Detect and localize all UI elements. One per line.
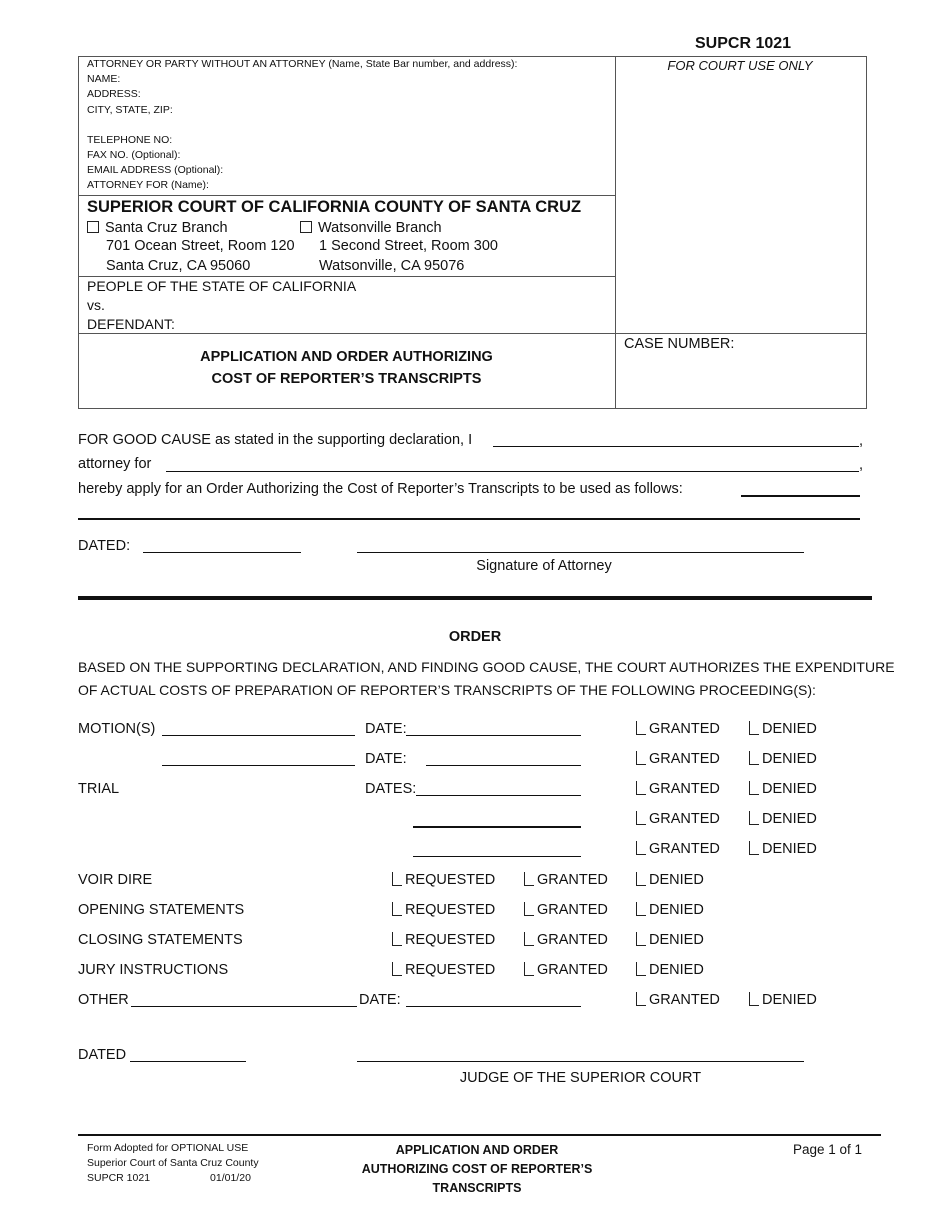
checkbox-icon[interactable]	[749, 841, 759, 855]
checkbox-icon[interactable]	[636, 781, 646, 795]
checkbox-icon[interactable]	[749, 721, 759, 735]
checkbox-icon[interactable]	[749, 751, 759, 765]
granted-option[interactable]: GRANTED	[524, 962, 608, 978]
checkbox-icon[interactable]	[392, 962, 402, 976]
attorney-telephone-label[interactable]: TELEPHONE NO:	[87, 133, 173, 146]
form-title-line2: COST OF REPORTER’S TRANSCRIPTS	[211, 371, 482, 387]
attorney-city-label[interactable]: CITY, STATE, ZIP:	[87, 103, 173, 116]
checkbox-icon[interactable]	[392, 872, 402, 886]
court-name: SUPERIOR COURT OF CALIFORNIA COUNTY OF SANTA CRUZ	[87, 198, 582, 216]
checkbox-icon[interactable]	[392, 932, 402, 946]
denied-option[interactable]: DENIED	[749, 992, 817, 1008]
checkbox-icon[interactable]	[636, 992, 646, 1006]
checkbox-icon[interactable]	[87, 221, 99, 233]
branch-watsonville-street: 1 Second Street, Room 300	[319, 238, 498, 254]
denied-option[interactable]: DENIED	[749, 721, 817, 737]
order-date-field[interactable]	[130, 1061, 246, 1062]
application-line1: FOR GOOD CAUSE as stated in the supporting declaration, I	[78, 432, 473, 448]
comma: ,	[859, 457, 864, 473]
footer-rule	[78, 1134, 881, 1136]
checkbox-icon[interactable]	[636, 962, 646, 976]
form-id: SUPCR 1021	[695, 35, 792, 52]
denied-option[interactable]: DENIED	[749, 811, 817, 827]
attorney-email-label[interactable]: EMAIL ADDRESS (Optional):	[87, 164, 224, 177]
attorney-signature-field[interactable]	[357, 552, 804, 553]
comma: ,	[859, 433, 864, 449]
motion-date-field-2[interactable]	[426, 765, 581, 766]
granted-option[interactable]: GRANTED	[636, 751, 720, 767]
granted-option[interactable]: GRANTED	[636, 811, 720, 827]
order-heading: ORDER	[448, 629, 502, 645]
checkbox-icon[interactable]	[636, 872, 646, 886]
requested-option[interactable]: REQUESTED	[392, 902, 495, 918]
judge-signature-field[interactable]	[357, 1061, 804, 1062]
usage-field[interactable]	[741, 495, 860, 497]
jury-instructions-label: JURY INSTRUCTIONS	[78, 962, 229, 978]
attorney-name-label[interactable]: NAME:	[87, 73, 121, 86]
other-date-field[interactable]	[406, 1006, 581, 1007]
other-field[interactable]	[131, 1006, 357, 1007]
usage-field-continued[interactable]	[78, 518, 860, 520]
checkbox-icon[interactable]	[749, 781, 759, 795]
dates-label: DATES:	[365, 781, 417, 797]
footer-left: Form Adopted for OPTIONAL USE Superior Court of Santa Cruz County SUPCR 1021 01/01/20	[87, 1142, 259, 1184]
motion-date-field[interactable]	[406, 735, 581, 736]
checkbox-icon[interactable]	[636, 932, 646, 946]
section-divider	[78, 596, 872, 600]
branch-watsonville-city: Watsonville, CA 95076	[319, 258, 465, 274]
granted-option[interactable]: GRANTED	[636, 992, 720, 1008]
other-label: OTHER	[78, 992, 129, 1008]
motion-field-2[interactable]	[162, 765, 355, 766]
checkbox-icon[interactable]	[636, 811, 646, 825]
attorney-for-field[interactable]	[166, 471, 859, 472]
attorney-for-label[interactable]: ATTORNEY FOR (Name):	[87, 179, 209, 192]
requested-option[interactable]: REQUESTED	[392, 872, 495, 888]
checkbox-icon[interactable]	[636, 751, 646, 765]
attorney-block	[87, 57, 517, 194]
trial-date-field-3[interactable]	[413, 856, 581, 857]
order-intro-line1: BASED ON THE SUPPORTING DECLARATION, AND FINDING GOOD CAUSE, THE COURT AUTHORIZES THE EXPENDITURE	[78, 659, 895, 675]
checkbox-icon[interactable]	[636, 721, 646, 735]
granted-option[interactable]: GRANTED	[636, 781, 720, 797]
signature-caption: Signature of Attorney	[476, 558, 612, 574]
date-label: DATE:	[365, 721, 407, 737]
trial-date-field[interactable]	[416, 795, 581, 796]
checkbox-icon[interactable]	[636, 902, 646, 916]
granted-option[interactable]: GRANTED	[524, 872, 608, 888]
trial-date-field-2[interactable]	[413, 826, 581, 828]
attorney-address-label[interactable]: ADDRESS:	[87, 88, 141, 101]
form-title-line1: APPLICATION AND ORDER AUTHORIZING	[200, 349, 493, 365]
checkbox-icon[interactable]	[300, 221, 312, 233]
court-use-label: FOR COURT USE ONLY	[667, 58, 813, 73]
checkbox-icon[interactable]	[392, 902, 402, 916]
motion-field[interactable]	[162, 735, 355, 736]
granted-option[interactable]: GRANTED	[524, 902, 608, 918]
denied-option[interactable]: DENIED	[749, 841, 817, 857]
checkbox-icon[interactable]	[636, 841, 646, 855]
application-line3: hereby apply for an Order Authorizing the Cost of Reporter’s Transcripts to be used as follows:	[78, 481, 683, 497]
branch-santa-cruz-street: 701 Ocean Street, Room 120	[106, 238, 295, 254]
date-label: DATE:	[365, 751, 407, 767]
branch-santa-cruz-city: Santa Cruz, CA 95060	[106, 258, 251, 274]
trial-label: TRIAL	[78, 781, 120, 797]
case-number-label[interactable]: CASE NUMBER:	[624, 336, 735, 352]
denied-option[interactable]: DENIED	[749, 751, 817, 767]
declarant-name-field[interactable]	[493, 446, 859, 447]
closing-statements-label: CLOSING STATEMENTS	[78, 932, 243, 948]
application-date-field[interactable]	[143, 552, 301, 553]
versus: vs.	[87, 297, 105, 313]
date-label: DATE:	[359, 992, 401, 1008]
requested-option[interactable]: REQUESTED	[392, 962, 495, 978]
granted-option[interactable]: GRANTED	[636, 841, 720, 857]
attorney-fax-label[interactable]: FAX NO. (Optional):	[87, 149, 181, 162]
caption-divider	[615, 56, 616, 408]
page-number: Page 1 of 1	[793, 1142, 863, 1157]
branch-santa-cruz[interactable]: Santa Cruz Branch	[87, 220, 228, 236]
checkbox-icon[interactable]	[524, 902, 534, 916]
granted-option[interactable]: GRANTED	[636, 721, 720, 737]
opening-statements-label: OPENING STATEMENTS	[78, 902, 245, 918]
denied-option[interactable]: DENIED	[636, 962, 704, 978]
attorney-heading: ATTORNEY OR PARTY WITHOUT AN ATTORNEY (Name, State Bar number, and address):	[87, 58, 518, 70]
voir-dire-label: VOIR DIRE	[78, 872, 153, 888]
order-dated-label: DATED	[78, 1047, 127, 1063]
requested-option[interactable]: REQUESTED	[392, 932, 495, 948]
checkbox-icon[interactable]	[524, 872, 534, 886]
checkbox-icon[interactable]	[749, 811, 759, 825]
footer-center: APPLICATION AND ORDER AUTHORIZING COST OF REPORTER’S TRANSCRIPTS	[361, 1143, 593, 1195]
branch-watsonville[interactable]: Watsonville Branch	[300, 220, 442, 236]
denied-option[interactable]: DENIED	[636, 932, 704, 948]
order-intro-line2: OF ACTUAL COSTS OF PREPARATION OF REPORTER’S TRANSCRIPTS OF THE FOLLOWING PROCEEDING(S):	[78, 682, 816, 698]
checkbox-icon[interactable]	[524, 932, 534, 946]
denied-option[interactable]: DENIED	[749, 781, 817, 797]
application-line2: attorney for	[78, 456, 152, 472]
plaintiff: PEOPLE OF THE STATE OF CALIFORNIA	[87, 278, 357, 294]
checkbox-icon[interactable]	[524, 962, 534, 976]
checkbox-icon[interactable]	[749, 992, 759, 1006]
defendant-label[interactable]: DEFENDANT:	[87, 316, 175, 332]
granted-option[interactable]: GRANTED	[524, 932, 608, 948]
application-dated-label: DATED:	[78, 538, 131, 554]
judge-caption: JUDGE OF THE SUPERIOR COURT	[459, 1070, 702, 1086]
denied-option[interactable]: DENIED	[636, 902, 704, 918]
denied-option[interactable]: DENIED	[636, 872, 704, 888]
motions-label: MOTION(S)	[78, 721, 156, 737]
